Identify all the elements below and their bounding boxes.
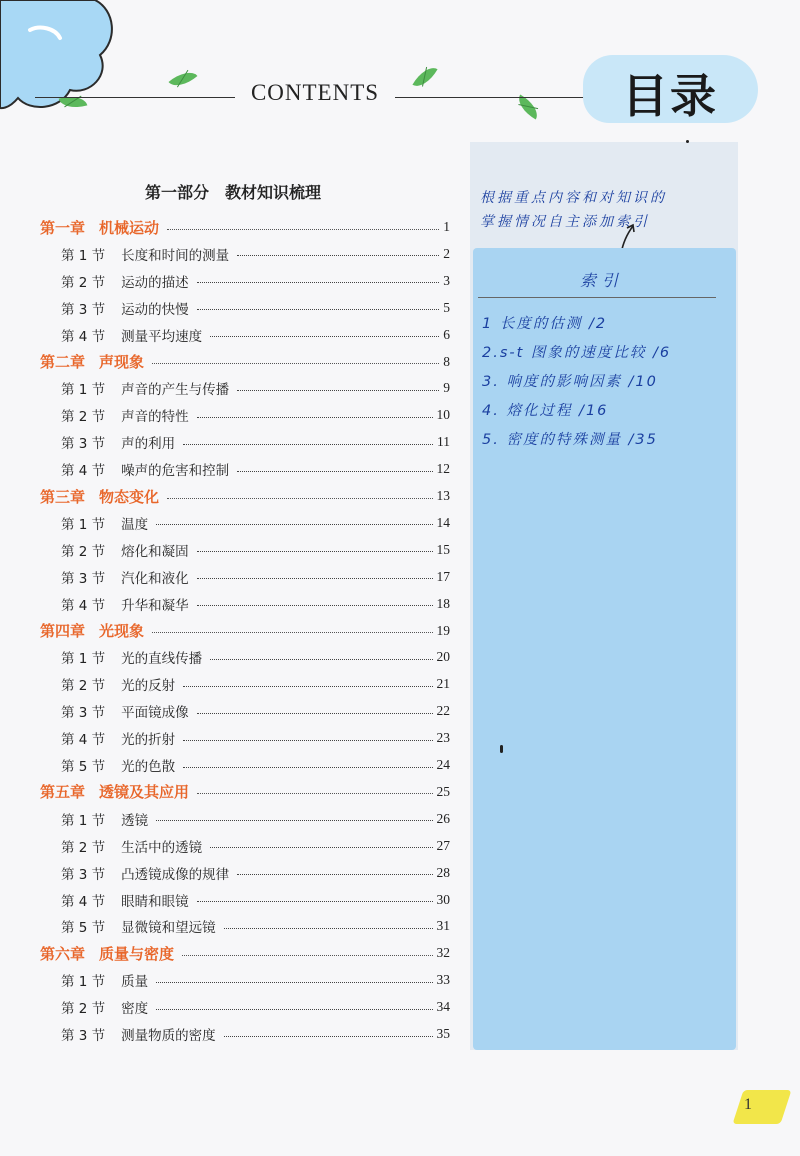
toc-title: 显微镜和望远镜	[121, 920, 216, 937]
toc-title: 升华和凝华	[121, 597, 189, 614]
index-panel	[473, 248, 736, 1050]
leader-dots	[156, 982, 432, 983]
toc-page-number: 34	[436, 999, 450, 1015]
leader-dots	[210, 336, 439, 337]
toc-title: 声现象	[99, 353, 145, 371]
leader-dots	[183, 686, 432, 687]
toc-number: 第 3 节	[61, 570, 106, 587]
toc-page-number: 17	[436, 568, 450, 584]
toc-section-row[interactable]	[40, 510, 450, 536]
toc-page-number: 26	[436, 810, 450, 826]
toc-number: 第 2 节	[61, 1001, 106, 1018]
leaf-icon	[513, 94, 543, 119]
page-number: 1	[744, 1096, 752, 1113]
cloud-decoration	[0, 0, 120, 130]
toc-section-row[interactable]	[40, 833, 450, 859]
toc-number: 第 4 节	[61, 328, 106, 345]
toc-section-row[interactable]	[40, 698, 450, 724]
toc-title: 凸透镜成像的规律	[121, 866, 230, 883]
toc-title: 运动的快慢	[121, 301, 189, 318]
toc-page-number: 25	[436, 783, 450, 799]
toc-page-number: 6	[443, 326, 450, 342]
hint-text-line1: 根据重点内容和对知识的	[480, 190, 667, 206]
toc-page-number: 18	[436, 595, 450, 611]
leader-dots	[224, 928, 433, 929]
toc-number: 第 2 节	[61, 678, 106, 695]
leader-dots	[237, 471, 432, 472]
toc-title: 透镜及其应用	[99, 783, 190, 802]
toc-section-row[interactable]	[40, 564, 450, 590]
toc-title: 光的色散	[121, 759, 176, 775]
toc-page-number: 13	[436, 488, 450, 503]
toc-page-number: 10	[436, 407, 450, 423]
leader-dots	[197, 605, 433, 606]
toc-number: 第 2 节	[61, 409, 106, 426]
toc-chapter-row[interactable]	[40, 618, 450, 644]
toc-title: 光现象	[99, 622, 145, 640]
toc-section-row[interactable]	[40, 402, 450, 428]
leader-dots	[182, 955, 432, 956]
leader-dots	[183, 444, 433, 445]
leader-dots	[183, 767, 432, 768]
toc-section-row[interactable]	[40, 537, 450, 563]
toc-page-number: 5	[443, 299, 450, 315]
toc-page-number: 3	[443, 272, 450, 288]
toc-section-row[interactable]	[40, 860, 450, 886]
toc-section-row[interactable]	[40, 887, 450, 913]
toc-page-number: 31	[436, 918, 450, 934]
hint-text-line2: 掌握情况自主添加索引	[480, 214, 650, 230]
toc-page-number: 35	[436, 1026, 450, 1041]
toc-page-number: 24	[436, 757, 450, 772]
toc-title: 眼睛和眼镜	[121, 893, 189, 910]
toc-number: 第 3 节	[61, 436, 106, 453]
leader-dots	[197, 417, 433, 418]
contents-heading: CONTENTS	[250, 80, 380, 105]
toc-number: 第三章	[40, 487, 86, 506]
toc-title: 声音的特性	[121, 409, 189, 426]
toc-number: 第 3 节	[61, 301, 106, 318]
toc-title: 光的折射	[121, 732, 176, 749]
index-item: 2.s-t 图象的速度比较 /6	[482, 345, 672, 361]
toc-title: 温度	[121, 516, 149, 533]
toc-number: 第 3 节	[61, 1028, 106, 1044]
toc-number: 第一章	[40, 218, 86, 237]
leader-dots	[210, 659, 432, 660]
toc-number: 第 2 节	[61, 274, 106, 291]
toc-number: 第 4 节	[61, 732, 106, 749]
toc-page-number: 15	[436, 541, 450, 557]
header-rule-left	[35, 97, 235, 98]
leader-dots	[197, 309, 440, 310]
toc-page-number: 2	[443, 245, 450, 261]
leader-dots	[152, 363, 439, 364]
toc-page-number: 14	[436, 514, 450, 530]
toc-page-number: 8	[443, 353, 450, 369]
leader-dots	[152, 632, 432, 633]
index-title: 索引	[580, 271, 625, 290]
toc-number: 第五章	[40, 783, 86, 802]
toc-title: 质量与密度	[99, 944, 175, 963]
toc-section-row[interactable]	[40, 268, 450, 294]
toc-title: 机械运动	[99, 218, 160, 237]
toc-section-row[interactable]	[40, 456, 450, 482]
leader-dots	[167, 229, 439, 230]
header-rule-right	[395, 97, 585, 98]
leader-dots	[197, 793, 432, 794]
toc-number: 第 2 节	[61, 839, 106, 856]
toc-section-row[interactable]	[40, 994, 450, 1020]
toc-section-row[interactable]	[40, 322, 450, 348]
toc-number: 第 4 节	[61, 463, 106, 480]
toc-number: 第 4 节	[61, 893, 106, 910]
toc-number: 第二章	[40, 353, 86, 371]
leader-dots	[197, 551, 433, 552]
toc-number: 第四章	[40, 622, 86, 640]
toc-title: 测量物质的密度	[121, 1028, 216, 1044]
toc-section-row[interactable]	[40, 429, 450, 455]
toc-number: 第 1 节	[61, 812, 106, 829]
toc-page-number: 32	[436, 945, 450, 961]
toc-number: 第 3 节	[61, 866, 106, 883]
toc-page-number: 20	[436, 649, 450, 665]
index-item: 4. 熔化过程 /16	[482, 403, 609, 419]
toc-section-row[interactable]	[40, 295, 450, 321]
toc-title: 长度和时间的测量	[121, 247, 230, 264]
toc-page-number: 11	[437, 434, 450, 450]
toc-title: 噪声的危害和控制	[121, 463, 230, 480]
toc-chapter-row[interactable]	[40, 483, 450, 509]
toc-section-row[interactable]	[40, 671, 450, 697]
pen-mark	[500, 745, 503, 753]
leader-dots	[210, 847, 432, 848]
toc-chapter-row[interactable]	[40, 349, 450, 375]
leader-dots	[156, 820, 432, 821]
toc-title: 汽化和液化	[121, 570, 189, 587]
toc-section-row[interactable]	[40, 806, 450, 832]
toc-number: 第 3 节	[61, 705, 106, 722]
toc-section-row[interactable]	[40, 1021, 450, 1047]
toc-chapter-row[interactable]	[40, 940, 450, 966]
leaf-icon	[412, 62, 437, 92]
toc-page-number: 1	[443, 219, 450, 234]
toc-number: 第 4 节	[61, 597, 106, 614]
toc-title: 声音的产生与传播	[121, 382, 230, 399]
toc-page-number: 21	[436, 676, 450, 692]
toc-number: 第 1 节	[61, 651, 106, 668]
toc-section-row[interactable]	[40, 967, 450, 993]
toc-section-row[interactable]	[40, 752, 450, 778]
leader-dots	[237, 390, 439, 391]
index-divider	[478, 297, 716, 298]
leader-dots	[197, 282, 440, 283]
toc-title: 平面镜成像	[121, 705, 189, 722]
index-item: 5. 密度的特殊测量 /35	[482, 432, 658, 448]
toc-title: 声的利用	[121, 436, 176, 453]
leader-dots	[237, 255, 439, 256]
leader-dots	[224, 1036, 433, 1037]
toc-number: 第 1 节	[61, 516, 106, 533]
toc-number: 第 1 节	[61, 247, 106, 264]
toc-page-number: 23	[436, 730, 450, 746]
toc-number: 第六章	[40, 944, 86, 963]
leader-dots	[237, 874, 432, 875]
leader-dots	[167, 498, 432, 499]
part-title: 第一部分 教材知识梳理	[145, 183, 322, 202]
toc-title: 透镜	[121, 812, 149, 829]
index-item: 1 长度的估测 /2	[482, 316, 608, 332]
toc-title: 密度	[121, 1001, 149, 1018]
toc-section-row[interactable]	[40, 725, 450, 751]
toc-page-number: 27	[436, 837, 450, 853]
toc-section-row[interactable]	[40, 644, 450, 670]
toc-number: 第 1 节	[61, 382, 106, 399]
toc-chapter-row[interactable]	[40, 779, 450, 805]
toc-page-number: 12	[436, 461, 450, 477]
leaf-icon	[169, 65, 198, 92]
toc-section-row[interactable]	[40, 913, 450, 939]
toc-title: 测量平均速度	[121, 328, 203, 345]
toc-page-number: 28	[436, 864, 450, 880]
toc-number: 第 5 节	[61, 920, 106, 937]
toc-page-number: 19	[436, 622, 450, 638]
leader-dots	[156, 1009, 432, 1010]
mulu-heading: 目录	[622, 69, 718, 123]
toc-page-number: 33	[436, 972, 450, 988]
pen-mark	[686, 140, 689, 143]
leader-dots	[156, 524, 432, 525]
toc-title: 运动的描述	[121, 274, 189, 291]
toc-chapter-row[interactable]	[40, 214, 450, 240]
toc-title: 光的反射	[121, 678, 176, 695]
toc-page-number: 22	[436, 703, 450, 719]
toc-number: 第 2 节	[61, 543, 106, 560]
toc-title: 熔化和凝固	[121, 543, 189, 560]
toc-title: 物态变化	[99, 487, 160, 506]
leader-dots	[183, 740, 432, 741]
leader-dots	[197, 901, 433, 902]
toc-title: 质量	[121, 974, 149, 991]
toc-page-number: 30	[436, 891, 450, 907]
leader-dots	[197, 578, 433, 579]
toc-title: 生活中的透镜	[121, 839, 203, 856]
toc-section-row[interactable]	[40, 241, 450, 267]
leader-dots	[197, 713, 433, 714]
toc-title: 光的直线传播	[121, 651, 203, 668]
toc-number: 第 5 节	[61, 759, 106, 775]
index-item: 3. 响度的影响因素 /10	[482, 374, 658, 390]
toc-section-row[interactable]	[40, 375, 450, 401]
toc-page-number: 9	[443, 380, 450, 396]
toc-section-row[interactable]	[40, 591, 450, 617]
toc-number: 第 1 节	[61, 974, 106, 991]
